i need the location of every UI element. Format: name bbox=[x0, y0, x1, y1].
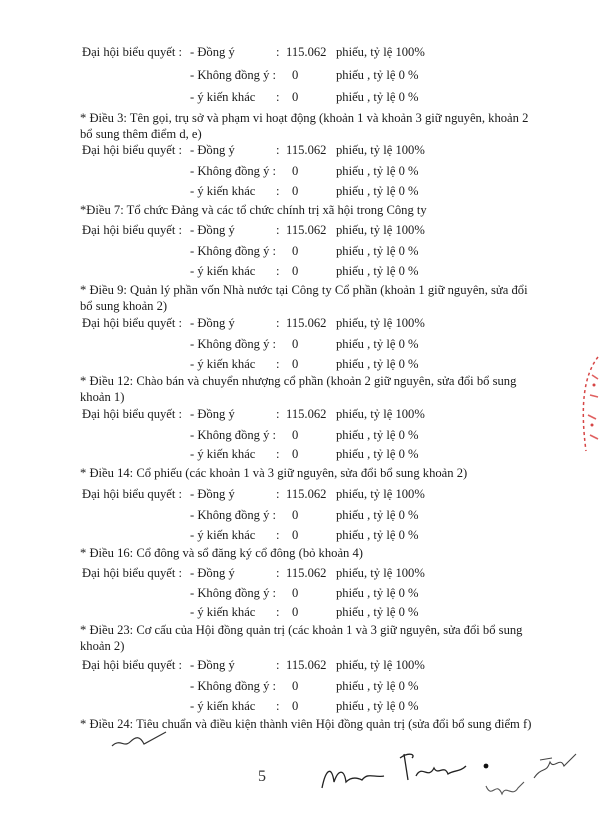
vote-row-disagree bbox=[0, 243, 600, 259]
vote-agree-tail: phiếu, tỷ lệ 100% bbox=[336, 223, 425, 237]
vote-disagree-value: 0 bbox=[292, 428, 299, 442]
vote-prefix: Đại hội biểu quyết : bbox=[82, 45, 183, 59]
article-title: * Điều 14: Cổ phiếu (các khoản 1 và 3 giữ nguyên, sửa đổi bổ sung khoản 2) bbox=[80, 466, 468, 480]
signature-three bbox=[484, 776, 528, 806]
vote-agree-label: - Đồng ý bbox=[190, 658, 235, 672]
vote-prefix: Đại hội biểu quyết : bbox=[82, 316, 183, 330]
signature-four bbox=[530, 748, 580, 784]
vote-agree-value: 115.062 bbox=[286, 223, 327, 237]
vote-agree-value: 115.062 bbox=[286, 487, 327, 501]
vote-other-tail: phiếu , tỷ lệ 0 % bbox=[336, 605, 419, 619]
vote-colon: : bbox=[276, 357, 280, 371]
signature-one bbox=[318, 758, 388, 794]
vote-prefix: Đại hội biểu quyết : bbox=[82, 143, 183, 157]
vote-colon: : bbox=[276, 223, 280, 237]
vote-other-tail: phiếu , tỷ lệ 0 % bbox=[336, 528, 419, 542]
vote-agree-value: 115.062 bbox=[286, 45, 327, 59]
article-title: * Điều 9: Quản lý phần vốn Nhà nước tại Công ty Cổ phần (khoản 1 giữ nguyên, sửa đổi bổ sung khoản 2) bbox=[80, 283, 528, 313]
signature-two bbox=[398, 750, 468, 786]
page-number: 5 bbox=[258, 768, 266, 785]
vote-colon: : bbox=[276, 447, 280, 461]
vote-row-other bbox=[0, 698, 600, 714]
vote-agree-tail: phiếu, tỷ lệ 100% bbox=[336, 143, 425, 157]
vote-other-tail: phiếu , tỷ lệ 0 % bbox=[336, 90, 419, 104]
vote-agree-value: 115.062 bbox=[286, 566, 327, 580]
vote-agree-tail: phiếu, tỷ lệ 100% bbox=[336, 566, 425, 580]
vote-disagree-value: 0 bbox=[292, 337, 299, 351]
vote-other-value: 0 bbox=[292, 605, 299, 619]
vote-other-value: 0 bbox=[292, 357, 299, 371]
vote-colon: : bbox=[276, 528, 280, 542]
vote-row-disagree bbox=[0, 585, 600, 601]
vote-other-value: 0 bbox=[292, 264, 299, 278]
ink-dot bbox=[480, 760, 492, 772]
vote-disagree-label: - Không đồng ý : bbox=[190, 508, 277, 522]
vote-agree-tail: phiếu, tỷ lệ 100% bbox=[336, 316, 425, 330]
vote-agree-label: - Đồng ý bbox=[190, 487, 235, 501]
vote-row-disagree bbox=[0, 336, 600, 352]
vote-other-label: - ý kiến khác bbox=[190, 184, 256, 198]
article-title: * Điều 24: Tiêu chuẩn và điều kiện thành viên Hội đồng quản trị (sửa đổi bổ sung điểm f) bbox=[80, 717, 532, 731]
vote-colon: : bbox=[276, 487, 280, 501]
vote-disagree-label: - Không đồng ý : bbox=[190, 337, 277, 351]
vote-row-agree bbox=[0, 315, 600, 331]
vote-disagree-label: - Không đồng ý : bbox=[190, 244, 277, 258]
vote-disagree-value: 0 bbox=[292, 679, 299, 693]
vote-row-other bbox=[0, 263, 600, 279]
vote-other-value: 0 bbox=[292, 184, 299, 198]
vote-row-other bbox=[0, 527, 600, 543]
vote-agree-value: 115.062 bbox=[286, 658, 327, 672]
vote-prefix: Đại hội biểu quyết : bbox=[82, 658, 183, 672]
vote-disagree-label: - Không đồng ý : bbox=[190, 164, 277, 178]
vote-colon: : bbox=[276, 184, 280, 198]
vote-disagree-label: - Không đồng ý : bbox=[190, 428, 277, 442]
vote-other-tail: phiếu , tỷ lệ 0 % bbox=[336, 264, 419, 278]
vote-other-value: 0 bbox=[292, 699, 299, 713]
vote-colon: : bbox=[276, 566, 280, 580]
vote-agree-label: - Đồng ý bbox=[190, 566, 235, 580]
article-title: *Điều 7: Tổ chức Đảng và các tổ chức chính trị xã hội trong Công ty bbox=[80, 203, 427, 217]
vote-disagree-tail: phiếu , tỷ lệ 0 % bbox=[336, 68, 419, 82]
vote-disagree-tail: phiếu , tỷ lệ 0 % bbox=[336, 244, 419, 258]
vote-agree-label: - Đồng ý bbox=[190, 223, 235, 237]
vote-agree-value: 115.062 bbox=[286, 316, 327, 330]
vote-other-label: - ý kiến khác bbox=[190, 264, 256, 278]
vote-other-label: - ý kiến khác bbox=[190, 357, 256, 371]
vote-other-label: - ý kiến khác bbox=[190, 447, 256, 461]
vote-disagree-tail: phiếu , tỷ lệ 0 % bbox=[336, 679, 419, 693]
vote-colon: : bbox=[276, 605, 280, 619]
vote-agree-tail: phiếu, tỷ lệ 100% bbox=[336, 45, 425, 59]
vote-other-tail: phiếu , tỷ lệ 0 % bbox=[336, 699, 419, 713]
vote-colon: : bbox=[276, 407, 280, 421]
vote-row-agree bbox=[0, 486, 600, 502]
vote-row-other bbox=[0, 183, 600, 199]
vote-disagree-label: - Không đồng ý : bbox=[190, 68, 277, 82]
vote-colon: : bbox=[276, 316, 280, 330]
vote-other-value: 0 bbox=[292, 447, 299, 461]
vote-row-agree bbox=[0, 406, 600, 422]
vote-other-label: - ý kiến khác bbox=[190, 528, 256, 542]
vote-other-label: - ý kiến khác bbox=[190, 699, 256, 713]
vote-disagree-tail: phiếu , tỷ lệ 0 % bbox=[336, 586, 419, 600]
seal-stamp-fragment bbox=[570, 355, 600, 455]
vote-disagree-value: 0 bbox=[292, 68, 299, 82]
vote-disagree-value: 0 bbox=[292, 164, 299, 178]
vote-colon: : bbox=[276, 90, 280, 104]
vote-other-label: - ý kiến khác bbox=[190, 605, 256, 619]
vote-disagree-value: 0 bbox=[292, 586, 299, 600]
vote-colon: : bbox=[276, 264, 280, 278]
vote-row-disagree bbox=[0, 507, 600, 523]
vote-agree-tail: phiếu, tỷ lệ 100% bbox=[336, 658, 425, 672]
vote-colon: : bbox=[276, 699, 280, 713]
vote-agree-value: 115.062 bbox=[286, 143, 327, 157]
vote-prefix: Đại hội biểu quyết : bbox=[82, 407, 183, 421]
article-title: * Điều 23: Cơ cấu của Hội đồng quản trị (các khoản 1 và 3 giữ nguyên, sửa đổi bổ sung khoản 2) bbox=[80, 623, 523, 653]
vote-agree-label: - Đồng ý bbox=[190, 45, 235, 59]
article-title: * Điều 16: Cổ đông và sổ đăng ký cổ đông (bỏ khoản 4) bbox=[80, 546, 363, 560]
vote-other-tail: phiếu , tỷ lệ 0 % bbox=[336, 184, 419, 198]
vote-disagree-value: 0 bbox=[292, 508, 299, 522]
vote-other-value: 0 bbox=[292, 528, 299, 542]
vote-agree-value: 115.062 bbox=[286, 407, 327, 421]
vote-disagree-tail: phiếu , tỷ lệ 0 % bbox=[336, 428, 419, 442]
vote-row-disagree bbox=[0, 163, 600, 179]
vote-row-other bbox=[0, 446, 600, 462]
vote-prefix: Đại hội biểu quyết : bbox=[82, 566, 183, 580]
article-title: * Điều 12: Chào bán và chuyển nhượng cổ phần (khoản 2 giữ nguyên, sửa đổi bổ sung khoản 1) bbox=[80, 374, 517, 404]
vote-row-agree bbox=[0, 565, 600, 581]
vote-prefix: Đại hội biểu quyết : bbox=[82, 487, 183, 501]
vote-disagree-value: 0 bbox=[292, 244, 299, 258]
initials-scribble bbox=[110, 728, 170, 754]
article-title: * Điều 3: Tên gọi, trụ sở và phạm vi hoạt động (khoản 1 và khoản 3 giữ nguyên, khoản 2 bổ sung thêm điểm d, e) bbox=[80, 111, 529, 141]
vote-other-label: - ý kiến khác bbox=[190, 90, 256, 104]
vote-disagree-tail: phiếu , tỷ lệ 0 % bbox=[336, 164, 419, 178]
vote-agree-label: - Đồng ý bbox=[190, 407, 235, 421]
vote-row-agree bbox=[0, 142, 600, 158]
vote-agree-tail: phiếu, tỷ lệ 100% bbox=[336, 487, 425, 501]
vote-row-other bbox=[0, 356, 600, 372]
vote-other-value: 0 bbox=[292, 90, 299, 104]
vote-colon: : bbox=[276, 45, 280, 59]
vote-agree-tail: phiếu, tỷ lệ 100% bbox=[336, 407, 425, 421]
vote-row-agree bbox=[0, 657, 600, 673]
vote-disagree-label: - Không đồng ý : bbox=[190, 679, 277, 693]
vote-colon: : bbox=[276, 143, 280, 157]
vote-agree-label: - Đồng ý bbox=[190, 316, 235, 330]
vote-other-tail: phiếu , tỷ lệ 0 % bbox=[336, 357, 419, 371]
vote-other-tail: phiếu , tỷ lệ 0 % bbox=[336, 447, 419, 461]
vote-disagree-label: - Không đồng ý : bbox=[190, 586, 277, 600]
vote-row-agree bbox=[0, 44, 600, 60]
vote-row-disagree bbox=[0, 427, 600, 443]
vote-row-agree bbox=[0, 222, 600, 238]
vote-colon: : bbox=[276, 658, 280, 672]
vote-agree-label: - Đồng ý bbox=[190, 143, 235, 157]
vote-prefix: Đại hội biểu quyết : bbox=[82, 223, 183, 237]
vote-row-other bbox=[0, 89, 600, 105]
vote-disagree-tail: phiếu , tỷ lệ 0 % bbox=[336, 337, 419, 351]
vote-row-disagree bbox=[0, 678, 600, 694]
vote-disagree-tail: phiếu , tỷ lệ 0 % bbox=[336, 508, 419, 522]
vote-row-disagree bbox=[0, 67, 600, 83]
vote-row-other bbox=[0, 604, 600, 620]
